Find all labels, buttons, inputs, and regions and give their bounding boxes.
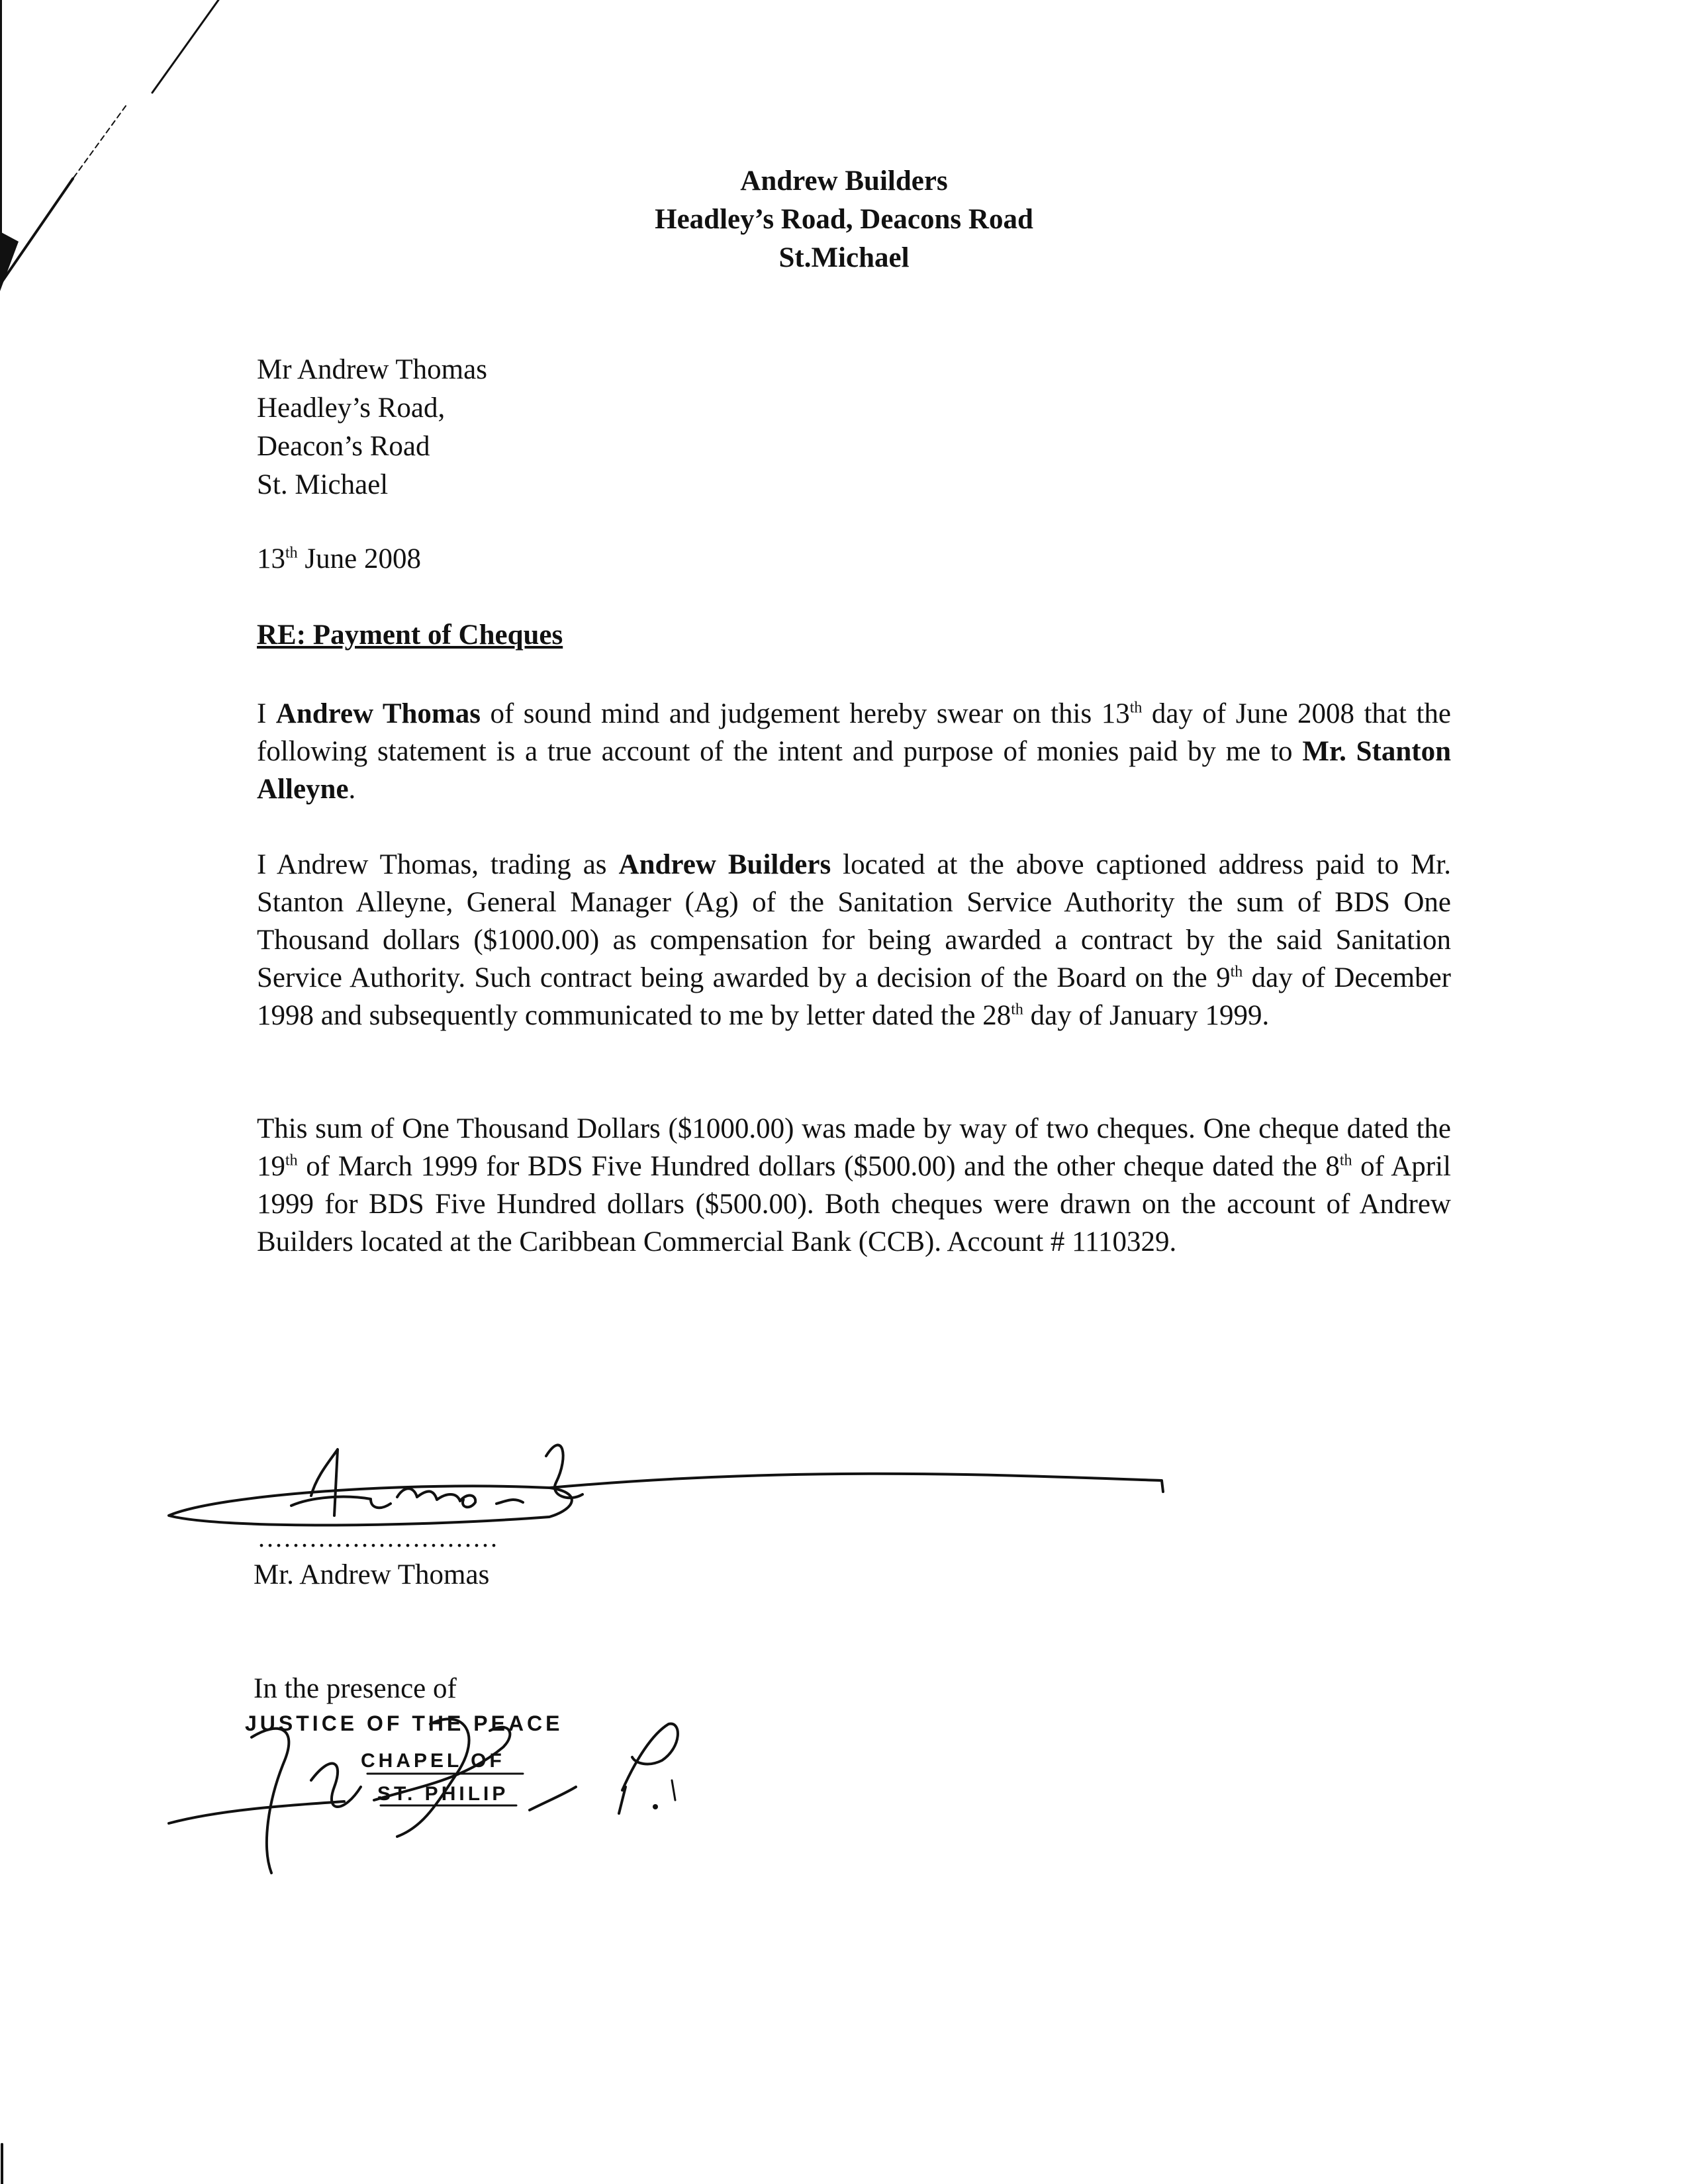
paragraph-3: This sum of One Thousand Dollars ($1000.00) was made by way of two cheques. One cheque dated the 19th of March 1999 for BDS Five Hundred dollars ($500.00) and the other cheque dated the 8th of April 1999 for BDS Five Hundred dollars ($500.00). Both cheques were drawn on the account of Andrew Builders located at the Caribbean Commercial Bank (CCB). Account # 1110329.	[257, 1113, 1451, 1257]
signatory-name: Mr. Andrew Thomas	[254, 1559, 490, 1590]
letter-date: 13th June 2008	[257, 543, 421, 574]
witness-presence-label: In the presence of	[254, 1673, 457, 1704]
stamp-text-line-2: CHAPEL OF	[361, 1750, 505, 1772]
recipient-line-3: St. Michael	[257, 469, 389, 500]
stamp-text-line-3: ST. PHILIP	[377, 1783, 509, 1805]
andrew-thomas-signature	[169, 1445, 1163, 1525]
corner-scan-mark	[0, 0, 218, 291]
recipient-name: Mr Andrew Thomas	[257, 354, 487, 385]
recipient-line-1: Headley’s Road,	[257, 392, 445, 424]
paragraph-2: I Andrew Thomas, trading as Andrew Builders located at the above captioned address paid to Mr. Stanton Alleyne, General Manager (Ag) of the Sanitation Service Authority the sum of BDS One Thousand dollars ($1000.00) as compensation for being awarded a contract by the said Sanitation Service Authority. Such contract being awarded by a decision of the Board on the 9th day of December 1998 and subsequently communicated to me by letter dated the 28th day of January 1999.	[257, 849, 1452, 1031]
recipient-line-2: Deacon’s Road	[257, 431, 430, 462]
subject-line: RE: Payment of Cheques	[257, 619, 563, 651]
company-parish: St.Michael	[778, 242, 910, 273]
company-name: Andrew Builders	[740, 165, 948, 197]
company-address: Headley’s Road, Deacons Road	[655, 204, 1033, 235]
signature-dotted-line: ............................	[258, 1523, 499, 1553]
stamp-text-line-1: JUSTICE OF THE PEACE	[245, 1711, 563, 1735]
paragraph-1: I Andrew Thomas of sound mind and judgement hereby swear on this 13th day of June 2008 that the following statement is a true account of the intent and purpose of monies paid by me to Mr. Stanton Alleyne.	[257, 698, 1451, 805]
